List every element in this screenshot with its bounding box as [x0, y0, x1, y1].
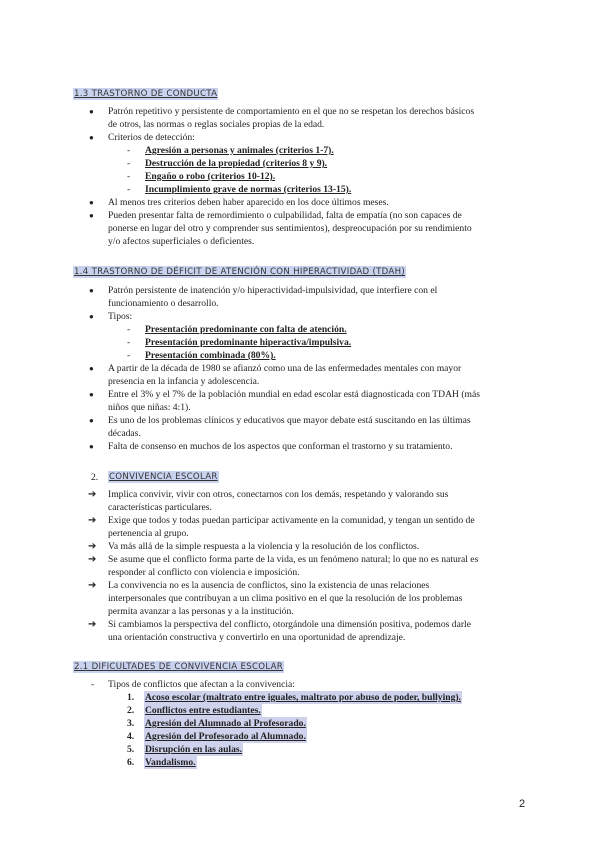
dash-icon: -	[127, 337, 131, 348]
type-item: Presentación combinada (80%).	[145, 350, 276, 361]
conflict-item: Vandalismo.	[145, 757, 196, 768]
text-line: Pueden presentar falta de remordimiento o culpabilidad, falta de empatía (no son capaces de	[108, 210, 462, 221]
text-line: Falta de consenso en muchos de los aspectos que conforman el trastorno y su tratamiento.	[108, 441, 453, 452]
dash-icon: -	[127, 324, 131, 335]
section-number: 2.	[91, 472, 99, 483]
text-line: Se asume que el conflicto forma parte de la vida, es un fenómeno natural; lo que no es natural es	[108, 554, 479, 565]
list-number: 2.	[127, 705, 135, 716]
text-line: de otros, las normas o reglas sociales propias de la edad.	[108, 119, 325, 130]
section-heading-convivencia: CONVIVENCIA ESCOLAR	[109, 472, 218, 482]
dash-icon: -	[127, 171, 131, 182]
list-number: 3.	[127, 718, 135, 729]
arrow-icon: ➔	[88, 554, 97, 565]
dash-icon: -	[127, 158, 131, 169]
bullet-icon: ●	[89, 364, 94, 373]
text-line: responder al conflicto con violencia e imposición.	[108, 567, 300, 578]
text-line: Criterios de detección:	[108, 132, 195, 143]
dash-icon: -	[127, 145, 131, 156]
text-line: La convivencia no es la ausencia de conflictos, sino la existencia de unas relaciones	[108, 580, 430, 591]
criteria-item: Incumplimiento grave de normas (criterios 13-15).	[145, 184, 352, 195]
text-line: Patrón persistente de inatención y/o hiperactividad-impulsividad, que interfiere con el	[108, 285, 438, 296]
list-number: 6.	[127, 757, 135, 768]
text-line: Patrón repetitivo y persistente de comportamiento en el que no se respetan los derechos básicos	[108, 106, 475, 117]
text-line: permita avanzar a las personas y a la institución.	[108, 606, 294, 617]
text-line: ponerse en lugar del otro y comprender sus sentimientos), despreocupación por su rendimiento	[108, 223, 472, 234]
text-line: características particulares.	[108, 502, 212, 513]
text-line: Es uno de los problemas clínicos y educativos que mayor debate está suscitando en las últimas	[108, 415, 471, 426]
section-heading-dificultades: 2.1 DIFICULTADES DE CONVIVENCIA ESCOLAR	[74, 662, 284, 672]
text-line: interpersonales que contribuyan a un clima positivo en el que la resolución de los problemas	[108, 593, 463, 604]
bullet-icon: ●	[89, 312, 94, 321]
section-heading-tdah: 1.4 TRASTORNO DE DÉFICIT DE ATENCIÓN CON HIPERACTIVIDAD (TDAH)	[74, 267, 406, 277]
text-line: Implica convivir, vivir con otros, conectarnos con los demás, respetando y valorando sus	[108, 489, 449, 500]
dash-icon: -	[127, 350, 131, 361]
arrow-icon: ➔	[88, 541, 97, 552]
conflict-item: Acoso escolar (maltrato entre iguales, maltrato por abuso de poder, bullying).	[145, 692, 461, 703]
section-heading-trastorno-conducta: 1.3 TRASTORNO DE CONDUCTA	[74, 89, 218, 99]
list-number: 5.	[127, 744, 135, 755]
text-line: Al menos tres criterios deben haber aparecido en los doce últimos meses.	[108, 197, 389, 208]
conflict-item: Agresión del Alumnado al Profesorado.	[145, 718, 306, 729]
bullet-icon: ●	[89, 107, 94, 116]
text-line: pertenencia al grupo.	[108, 528, 189, 539]
text-line: una orientación constructiva y convertirlo en una oportunidad de aprendizaje.	[108, 632, 406, 643]
text-line: y/o afectos superficiales o deficientes.	[108, 236, 255, 247]
bullet-icon: ●	[89, 133, 94, 142]
arrow-icon: ➔	[88, 619, 97, 630]
text-line: funcionamiento o desarrollo.	[108, 298, 219, 309]
list-number: 1.	[127, 692, 135, 703]
conflict-item: Agresión del Profesorado al Alumnado.	[145, 731, 306, 742]
criteria-item: Agresión a personas y animales (criterios 1-7).	[145, 145, 334, 156]
arrow-icon: ➔	[88, 489, 97, 500]
text-line: Si cambiamos la perspectiva del conflicto, otorgándole una dimensión positiva, podemos darle	[108, 619, 471, 630]
text-line: Exige que todos y todas puedan participar activamente en la comunidad, y tengan un sentido de	[108, 515, 475, 526]
text-line: A partir de la década de 1980 se afianzó como una de las enfermedades mentales con mayor	[108, 363, 462, 374]
list-number: 4.	[127, 731, 135, 742]
arrow-icon: ➔	[88, 580, 97, 591]
text-line: Va más allá de la simple respuesta a la violencia y la resolución de los conflictos.	[108, 541, 420, 552]
bullet-icon: ●	[89, 286, 94, 295]
criteria-item: Destrucción de la propiedad (criterios 8 y 9).	[145, 158, 328, 169]
text-line: presencia en la infancia y adolescencia.	[108, 376, 260, 387]
type-item: Presentación predominante hiperactiva/impulsiva.	[145, 337, 352, 348]
page-number: 2	[519, 798, 526, 810]
text-line: Tipos de conflictos que afectan a la convivencia:	[108, 679, 295, 690]
text-line: Entre el 3% y el 7% de la población mundial en edad escolar está diagnosticada con TDAH (más	[108, 389, 480, 400]
dash-icon: -	[91, 679, 95, 690]
bullet-icon: ●	[89, 416, 94, 425]
bullet-icon: ●	[89, 211, 94, 220]
dash-icon: -	[127, 184, 131, 195]
type-item: Presentación predominante con falta de atención.	[145, 324, 347, 335]
bullet-icon: ●	[89, 198, 94, 207]
conflict-item: Disrupción en las aulas.	[145, 744, 243, 755]
text-line: Tipos:	[108, 311, 133, 322]
arrow-icon: ➔	[88, 515, 97, 526]
bullet-icon: ●	[89, 390, 94, 399]
bullet-icon: ●	[89, 442, 94, 451]
criteria-item: Engaño o robo (criterios 10-12).	[145, 171, 276, 182]
text-line: décadas.	[108, 428, 141, 439]
text-line: niños que niñas: 4:1).	[108, 402, 191, 413]
conflict-item: Conflictos entre estudiantes.	[145, 705, 261, 716]
